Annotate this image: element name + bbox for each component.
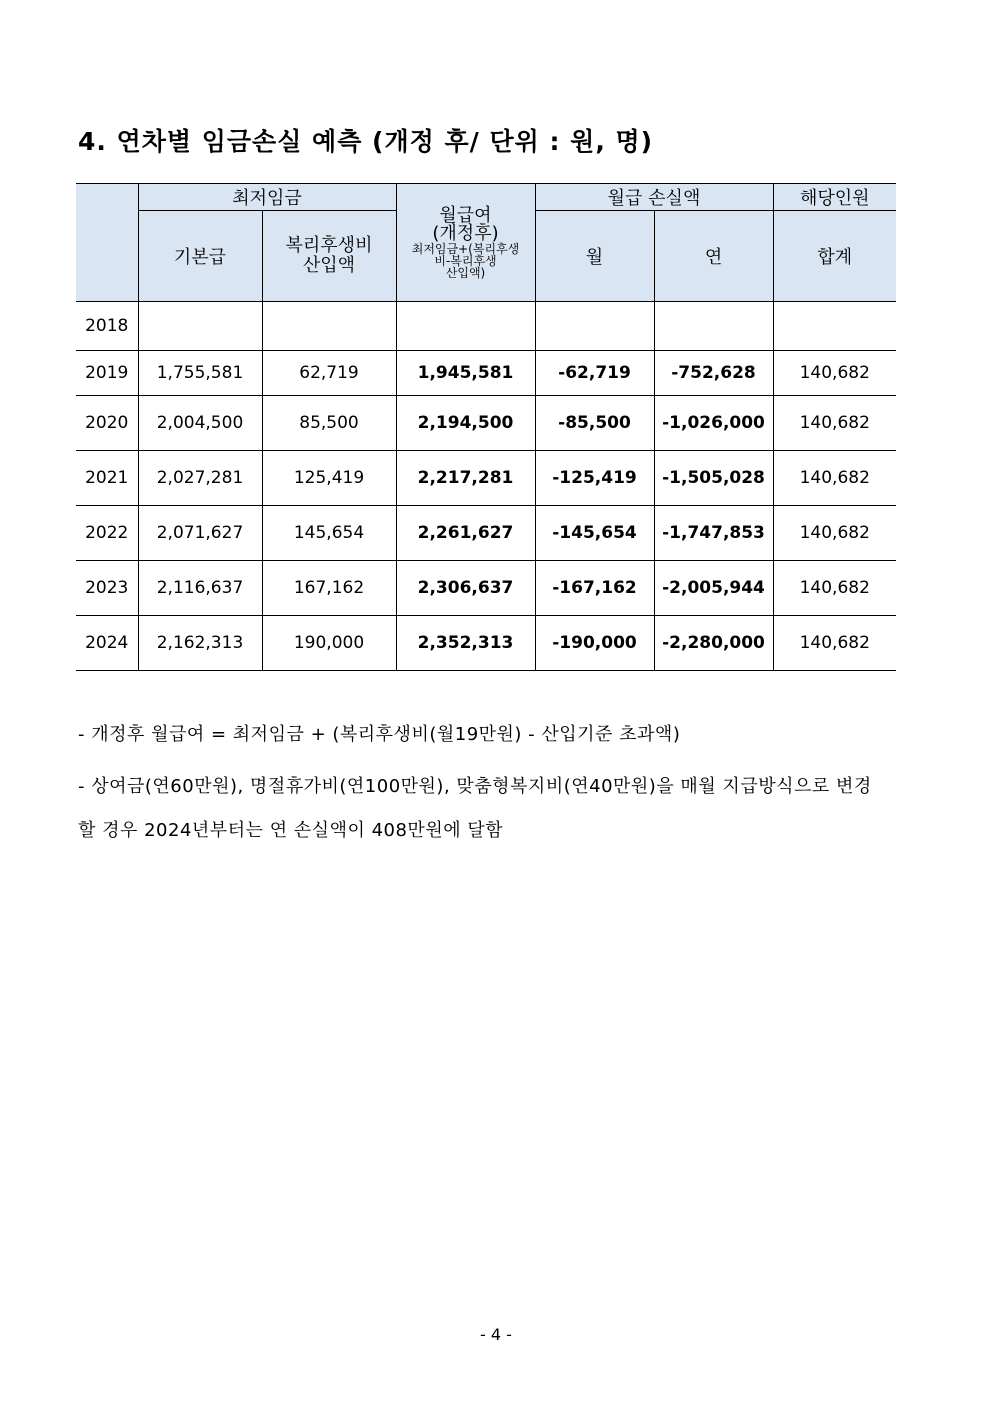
header-min-wage: 최저임금 <box>138 184 396 211</box>
wage-loss-table <box>76 183 896 671</box>
cell-loss-year: -752,628 <box>654 351 773 396</box>
note-bonus-change: - 상여금(연60만원), 명절휴가비(연100만원), 맞춤형복지비(연40만원)을 매월 지급방식으로 변경 <box>78 776 872 797</box>
table-row <box>76 396 896 451</box>
cell-loss-year: -1,747,853 <box>654 506 773 561</box>
cell-welfare: 167,162 <box>262 561 396 616</box>
cell-year: 2022 <box>76 506 138 561</box>
cell-total: 140,682 <box>773 451 896 506</box>
cell-monthly <box>396 302 535 351</box>
table-row <box>76 561 896 616</box>
cell-monthly: 2,306,637 <box>396 561 535 616</box>
cell-total <box>773 302 896 351</box>
cell-loss-month: -167,162 <box>535 561 654 616</box>
section-title: 4. 연차별 임금손실 예측 (개정 후/ 단위 : 원, 명) <box>78 127 654 156</box>
cell-loss-year: -1,505,028 <box>654 451 773 506</box>
cell-total: 140,682 <box>773 616 896 671</box>
cell-monthly: 2,217,281 <box>396 451 535 506</box>
table-row <box>76 351 896 396</box>
cell-loss-month <box>535 302 654 351</box>
cell-year: 2023 <box>76 561 138 616</box>
header-base-pay: 기본급 <box>138 211 262 302</box>
cell-base <box>138 302 262 351</box>
cell-base: 2,116,637 <box>138 561 262 616</box>
cell-year: 2024 <box>76 616 138 671</box>
table-row <box>76 506 896 561</box>
header-year: 연 <box>654 211 773 302</box>
header-monthly-pay <box>396 184 535 302</box>
note-monthly-pay-formula: - 개정후 월급여 = 최저임금 + (복리후생비(월19만원) - 산입기준 초과액) <box>78 724 681 745</box>
cell-monthly: 2,352,313 <box>396 616 535 671</box>
cell-loss-month: -190,000 <box>535 616 654 671</box>
table-row <box>76 616 896 671</box>
header-total: 합계 <box>773 211 896 302</box>
cell-welfare: 85,500 <box>262 396 396 451</box>
header-welfare-line2: 산입액 <box>302 255 356 276</box>
header-monthly-pay-note2: 비-복리후생 <box>434 253 497 268</box>
cell-total: 140,682 <box>773 561 896 616</box>
cell-loss-month: -62,719 <box>535 351 654 396</box>
cell-base: 2,027,281 <box>138 451 262 506</box>
header-welfare-line1: 복리후생비 <box>285 235 373 256</box>
cell-year: 2021 <box>76 451 138 506</box>
header-applicable: 해당인원 <box>773 184 896 211</box>
corner-cell <box>76 184 138 302</box>
cell-base: 2,004,500 <box>138 396 262 451</box>
cell-loss-year: -2,005,944 <box>654 561 773 616</box>
cell-total: 140,682 <box>773 506 896 561</box>
cell-loss-month: -145,654 <box>535 506 654 561</box>
cell-welfare: 125,419 <box>262 451 396 506</box>
header-month: 월 <box>535 211 654 302</box>
cell-year: 2018 <box>76 302 138 351</box>
cell-loss-month: -85,500 <box>535 396 654 451</box>
header-monthly-pay-line1: 월급여 <box>439 204 492 226</box>
cell-welfare: 190,000 <box>262 616 396 671</box>
cell-welfare <box>262 302 396 351</box>
note-annual-loss: 할 경우 2024년부터는 연 손실액이 408만원에 달함 <box>78 820 504 841</box>
cell-loss-year: -2,280,000 <box>654 616 773 671</box>
cell-base: 1,755,581 <box>138 351 262 396</box>
table-row <box>76 451 896 506</box>
header-welfare <box>262 211 396 302</box>
cell-year: 2020 <box>76 396 138 451</box>
cell-loss-year: -1,026,000 <box>654 396 773 451</box>
cell-monthly: 2,261,627 <box>396 506 535 561</box>
cell-base: 2,071,627 <box>138 506 262 561</box>
header-monthly-loss: 월급 손실액 <box>535 184 773 211</box>
header-monthly-pay-line2: (개정후) <box>432 222 499 244</box>
cell-base: 2,162,313 <box>138 616 262 671</box>
cell-loss-month: -125,419 <box>535 451 654 506</box>
cell-year: 2019 <box>76 351 138 396</box>
table-row <box>76 302 896 351</box>
page-number: - 4 - <box>480 1325 512 1344</box>
cell-total: 140,682 <box>773 396 896 451</box>
cell-welfare: 145,654 <box>262 506 396 561</box>
cell-total: 140,682 <box>773 351 896 396</box>
cell-welfare: 62,719 <box>262 351 396 396</box>
header-monthly-pay-note3: 산입액) <box>445 265 486 280</box>
cell-monthly: 2,194,500 <box>396 396 535 451</box>
cell-monthly: 1,945,581 <box>396 351 535 396</box>
header-monthly-pay-note1: 최저임금+(복리후생 <box>411 241 520 256</box>
cell-loss-year <box>654 302 773 351</box>
